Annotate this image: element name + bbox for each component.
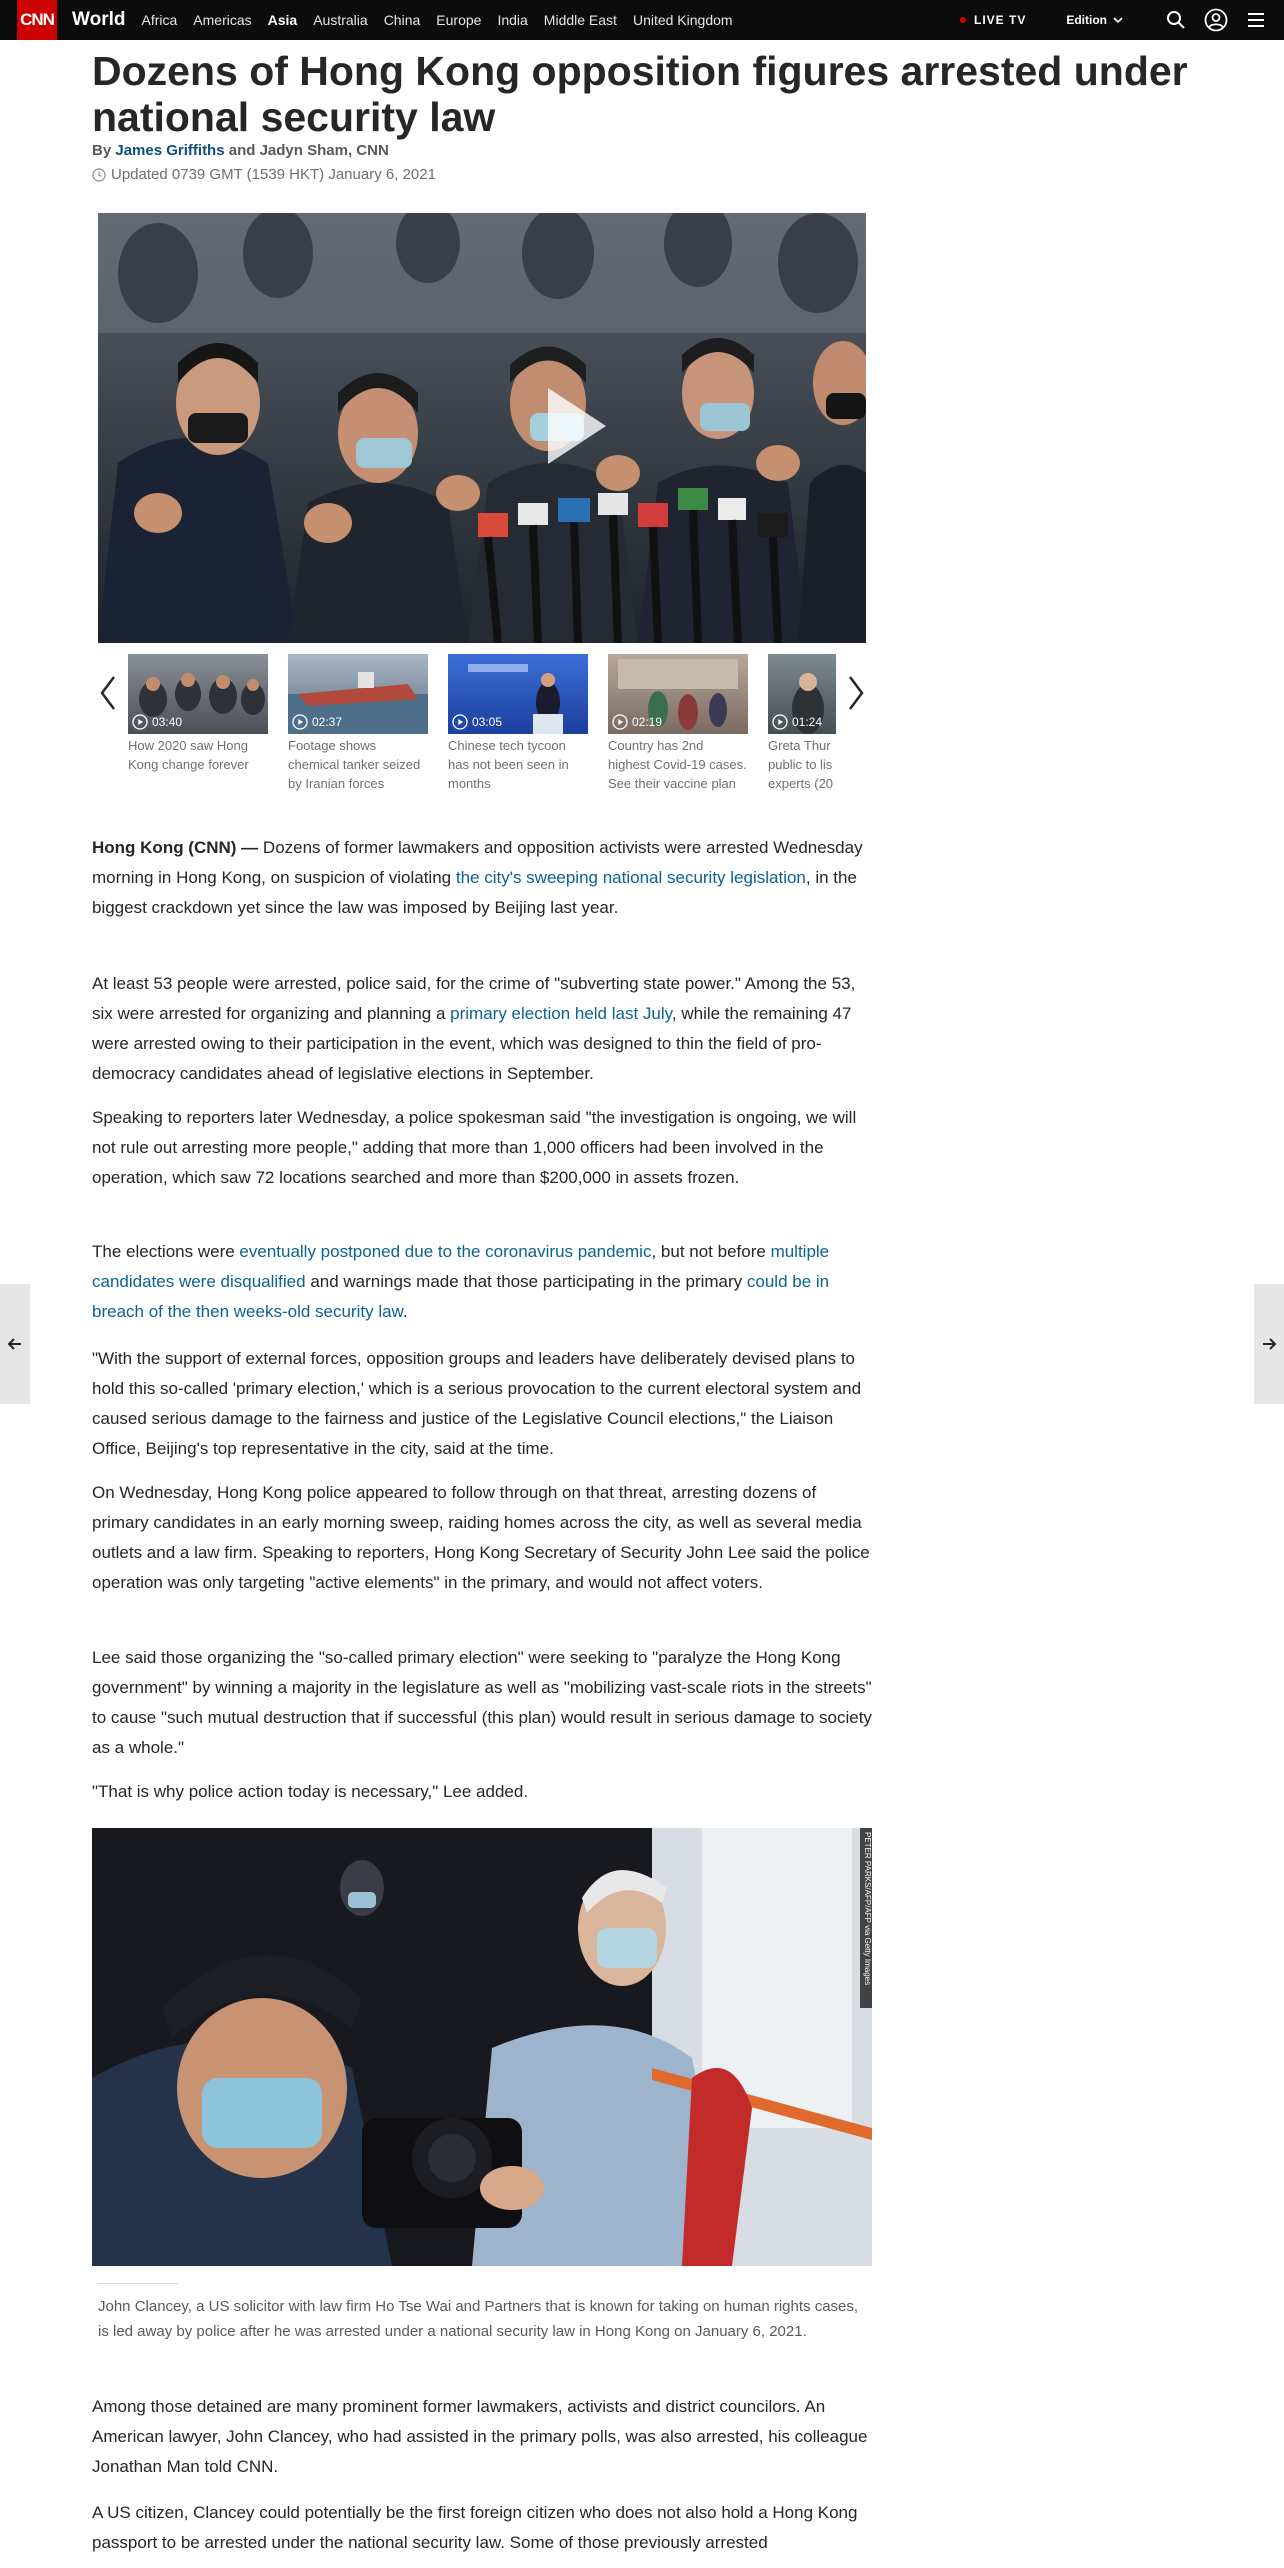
paragraph-text: and warnings made that those participating in the primary xyxy=(305,1272,747,1291)
cnn-logo[interactable]: CNN xyxy=(17,0,57,40)
updated-label: Updated 0739 GMT (1539 HKT) January 6, 2021 xyxy=(111,166,436,183)
play-circle-icon xyxy=(132,714,148,730)
video-thumbnail xyxy=(448,654,588,734)
nav-link-africa[interactable]: Africa xyxy=(141,12,178,28)
nav-link-middle-east[interactable]: Middle East xyxy=(543,12,617,28)
play-circle-icon xyxy=(292,714,308,730)
nav-link-india[interactable]: India xyxy=(497,12,528,28)
paragraph: A US citizen, Clancey could potentially be the first foreign citizen who does not also hold a Hong Kong passport to be arrested under the national security law. Some of those previously arrested xyxy=(92,2503,858,2552)
carousel-caption[interactable]: How 2020 saw Hong Kong change forever xyxy=(128,738,249,772)
paragraph: Among those detained are many prominent former lawmakers, activists and district councilors. An American lawyer, John Clancey, who had assisted in the primary polls, was also arrested, his colleague Jonathan Man told CNN. xyxy=(92,2397,868,2476)
play-icon[interactable] xyxy=(548,388,606,464)
carousel-item[interactable] xyxy=(288,654,428,793)
carousel-caption[interactable]: Footage shows chemical tanker seized by Iranian forces xyxy=(288,738,421,791)
video-duration xyxy=(292,714,342,730)
carousel-caption[interactable]: Chinese tech tycoon has not been seen in months xyxy=(448,738,569,791)
section-title[interactable]: World xyxy=(72,9,126,30)
nav-link-asia[interactable]: Asia xyxy=(267,12,298,28)
paragraph-text: Dozens of former lawmakers and opposition activists were arrested Wednesday morning in Hong Kong, on suspicion of violating xyxy=(92,838,863,887)
chevron-left-icon xyxy=(98,673,118,713)
carousel-caption[interactable]: Country has 2nd highest Covid-19 cases. See their vaccine plan xyxy=(608,738,747,791)
menu-icon[interactable] xyxy=(1244,8,1268,32)
arrow-left-icon xyxy=(7,1336,23,1352)
chevron-right-icon xyxy=(846,673,866,713)
inline-link[interactable]: eventually postponed due to the coronavirus pandemic xyxy=(239,1242,652,1261)
inline-link[interactable]: could be in breach of the then weeks-old security law xyxy=(92,1272,830,1321)
paragraph-text: , but not before xyxy=(651,1242,771,1261)
top-nav xyxy=(0,0,1284,40)
paragraph xyxy=(92,833,872,923)
chevron-down-icon xyxy=(1112,14,1124,26)
video-duration xyxy=(132,714,182,730)
nav-link-europe[interactable]: Europe xyxy=(436,12,482,28)
arrest-photo-image xyxy=(92,1828,872,2266)
account-icon[interactable] xyxy=(1204,8,1228,32)
edition-label: Edition xyxy=(1066,13,1107,27)
carousel-item[interactable] xyxy=(128,654,268,774)
video-duration xyxy=(612,714,662,730)
paragraph: "That is why police action today is necessary," Lee added. xyxy=(92,1782,529,1801)
headline: Dozens of Hong Kong opposition figures arrested under national security law xyxy=(92,48,1188,140)
edition-button[interactable] xyxy=(1066,13,1124,27)
video-thumbnail xyxy=(608,654,748,734)
nav-right xyxy=(960,0,1268,40)
byline-prefix: By xyxy=(92,142,112,159)
carousel-caption[interactable]: Greta Thur public to lis experts (20 xyxy=(768,738,834,791)
paragraph: Speaking to reporters later Wednesday, a police spokesman said "the investigation is ongoing, we will not rule out arresting more people," adding that more than 1,000 officers had been involved in the operation, which saw 72 locations searched and more than $200,000 in assets frozen. xyxy=(92,1108,857,1187)
video-thumbnail xyxy=(288,654,428,734)
photo-credit: PETER PARKS/AFP/AFP via Getty Images xyxy=(860,1828,872,2008)
live-tv-button[interactable] xyxy=(960,13,1026,27)
author-link[interactable]: James Griffiths xyxy=(115,142,225,159)
duration-label: 02:19 xyxy=(632,715,663,729)
byline xyxy=(92,142,389,159)
article-photo xyxy=(92,1828,872,2266)
nav-link-australia[interactable]: Australia xyxy=(313,12,368,28)
paragraph-text: , in the biggest crackdown yet since the law was imposed by Beijing last year. xyxy=(92,868,857,917)
byline-rest: and Jadyn Sham, CNN xyxy=(228,142,389,159)
paragraph-text: At least 53 people were arrested, police said, for the crime of "subverting state power." Among the 53, six were arrested for organizing and planning a xyxy=(92,974,856,1023)
paragraph-text: . xyxy=(402,1302,408,1321)
press-conference-image xyxy=(98,213,866,643)
carousel-prev-button[interactable] xyxy=(96,670,120,716)
search-icon[interactable] xyxy=(1164,8,1188,32)
nav-links xyxy=(141,12,748,28)
inline-link[interactable]: the city's sweeping national security legislation xyxy=(455,868,806,887)
inline-link[interactable]: multiple candidates were disqualified xyxy=(92,1242,830,1291)
previous-article-button[interactable] xyxy=(0,1284,30,1404)
photo-caption: John Clancey, a US solicitor with law firm Ho Tse Wai and Partners that is known for taking on human rights cases, is led away by police after he was arrested under a national security law in Hong Kong on January 6, 2021. xyxy=(98,2298,859,2340)
dateline: Hong Kong (CNN) — xyxy=(92,838,259,857)
carousel-item[interactable] xyxy=(448,654,588,793)
carousel-item[interactable] xyxy=(608,654,748,793)
video-duration xyxy=(452,714,502,730)
video-duration xyxy=(772,714,822,730)
paragraph-text: , while the remaining 47 were arrested owing to their participation in the event, which was designed to thin the field of pro-democracy candidates ahead of legislative elections in September. xyxy=(92,1004,852,1083)
duration-label: 03:40 xyxy=(152,715,183,729)
paragraph: Lee said those organizing the "so-called primary election" were seeking to "paralyze the Hong Kong government" by winning a majority in the legislature as well as "mobilizing vast-scale riots in the streets" to cause "such mutual destruction that if successful (this plan) would result in serious damage to society as a whole." xyxy=(92,1648,872,1757)
nav-link-united-kingdom[interactable]: United Kingdom xyxy=(632,12,733,28)
nav-link-china[interactable]: China xyxy=(383,12,421,28)
paragraph-text: The elections were xyxy=(92,1242,240,1261)
paragraph: "With the support of external forces, opposition groups and leaders have deliberately devised plans to hold this so-called 'primary election,' which is a serious provocation to the current electoral system and caused serious damage to the fairness and justice of the Legislative Council elections," the Liaison Office, Beijing's top representative in the city, said at the time. xyxy=(92,1349,862,1458)
next-article-button[interactable] xyxy=(1254,1284,1284,1404)
paragraph xyxy=(92,1237,872,1327)
nav-link-americas[interactable]: Americas xyxy=(193,12,252,28)
play-circle-icon xyxy=(612,714,628,730)
clock-icon xyxy=(92,168,106,182)
duration-label: 03:05 xyxy=(472,715,503,729)
updated-timestamp xyxy=(92,166,436,183)
arrow-right-icon xyxy=(1261,1336,1277,1352)
play-circle-icon xyxy=(772,714,788,730)
paragraph: On Wednesday, Hong Kong police appeared to follow through on that threat, arresting dozens of primary candidates in an early morning sweep, raiding homes across the city, as well as several media outlets and a law firm. Speaking to reporters, Hong Kong Secretary of Security John Lee said the police operation was only targeting "active elements" in the primary, and would not affect voters. xyxy=(92,1483,870,1592)
carousel-next-button[interactable] xyxy=(844,670,868,716)
inline-link[interactable]: primary election held last July xyxy=(450,1004,672,1023)
live-tv-label: LIVE TV xyxy=(973,13,1027,27)
duration-label: 02:37 xyxy=(312,715,343,729)
play-circle-icon xyxy=(452,714,468,730)
video-player[interactable] xyxy=(98,213,866,643)
live-dot-icon xyxy=(960,17,966,23)
paragraph xyxy=(92,969,872,1089)
video-thumbnail xyxy=(128,654,268,734)
duration-label: 01:24 xyxy=(792,715,823,729)
video-thumbnail xyxy=(768,654,836,734)
caption-divider xyxy=(98,2283,178,2284)
carousel-item[interactable] xyxy=(768,654,836,793)
